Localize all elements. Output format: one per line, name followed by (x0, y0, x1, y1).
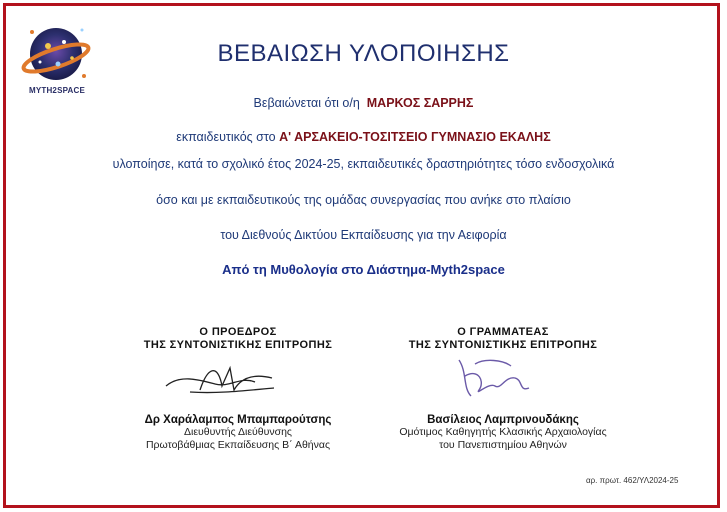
school-line (0, 130, 727, 144)
president-title-2: Πρωτοβάθμιας Εκπαίδευσης Β΄ Αθήνας (145, 439, 331, 451)
logo-wordmark: MYTH2SPACE (28, 86, 86, 95)
secretary-signature-icon (445, 352, 535, 402)
body-line-2: όσο και με εκπαιδευτικούς της ομάδας συνεργασίας που ανήκε στο πλαίσιο (156, 193, 571, 207)
president-role-1: Ο ΠΡΟΕΔΡΟΣ (199, 326, 277, 338)
president-details (108, 414, 368, 452)
protocol-number: αρ. πρωτ. 462/ΥΛ2024-25 (586, 476, 679, 485)
body-line-1: υλοποίησε, κατά το σχολικό έτος 2024-25, εκπαιδευτικές δραστηριότητες τόσο ενδοσχολικά (112, 157, 615, 171)
program-title: Από τη Μυθολογία στο Διάστημα-Myth2space (222, 262, 505, 277)
certifies-line (0, 96, 727, 110)
secretary-role-2: ΤΗΣ ΣΥΝΤΟΝΙΣΤΙΚΗΣ ΕΠΙΤΡΟΠΗΣ (408, 339, 598, 351)
president-title-1: Διευθυντής Διεύθυνσης (184, 426, 292, 438)
body-line-3: του Διεθνούς Δικτύου Εκπαίδευσης για την Αειφορία (220, 228, 507, 242)
school-name: Α' ΑΡΣΑΚΕΙΟ-ΤΟΣΙΤΣΕΙΟ ΓΥΜΝΑΣΙΟ ΕΚΑΛΗΣ (279, 130, 551, 144)
secretary-title-2: του Πανεπιστημίου Αθηνών (439, 439, 567, 451)
secretary-title-1: Ομότιμος Καθηγητής Κλασικής Αρχαιολογίας (399, 426, 607, 438)
secretary-details (373, 414, 633, 452)
president-role-2: ΤΗΣ ΣΥΝΤΟΝΙΣΤΙΚΗΣ ΕΠΙΤΡΟΠΗΣ (143, 339, 333, 351)
certifies-prefix: Βεβαιώνεται ότι ο/η (253, 96, 360, 110)
president-block (108, 326, 368, 352)
president-signature-icon (160, 356, 280, 400)
secretary-name: Βασίλειος Λαμπρινουδάκης (427, 414, 579, 426)
secretary-block (373, 326, 633, 352)
teacher-prefix: εκπαιδευτικός στο (176, 130, 276, 144)
president-name: Δρ Χαράλαμπος Μπαμπαρούτσης (144, 414, 332, 426)
certificate-title: ΒΕΒΑΙΩΣΗ ΥΛΟΠΟΙΗΣΗΣ (217, 40, 510, 67)
secretary-role-1: Ο ΓΡΑΜΜΑΤΕΑΣ (457, 326, 549, 338)
person-name: ΜΑΡΚΟΣ ΣΑΡΡΗΣ (366, 96, 474, 110)
